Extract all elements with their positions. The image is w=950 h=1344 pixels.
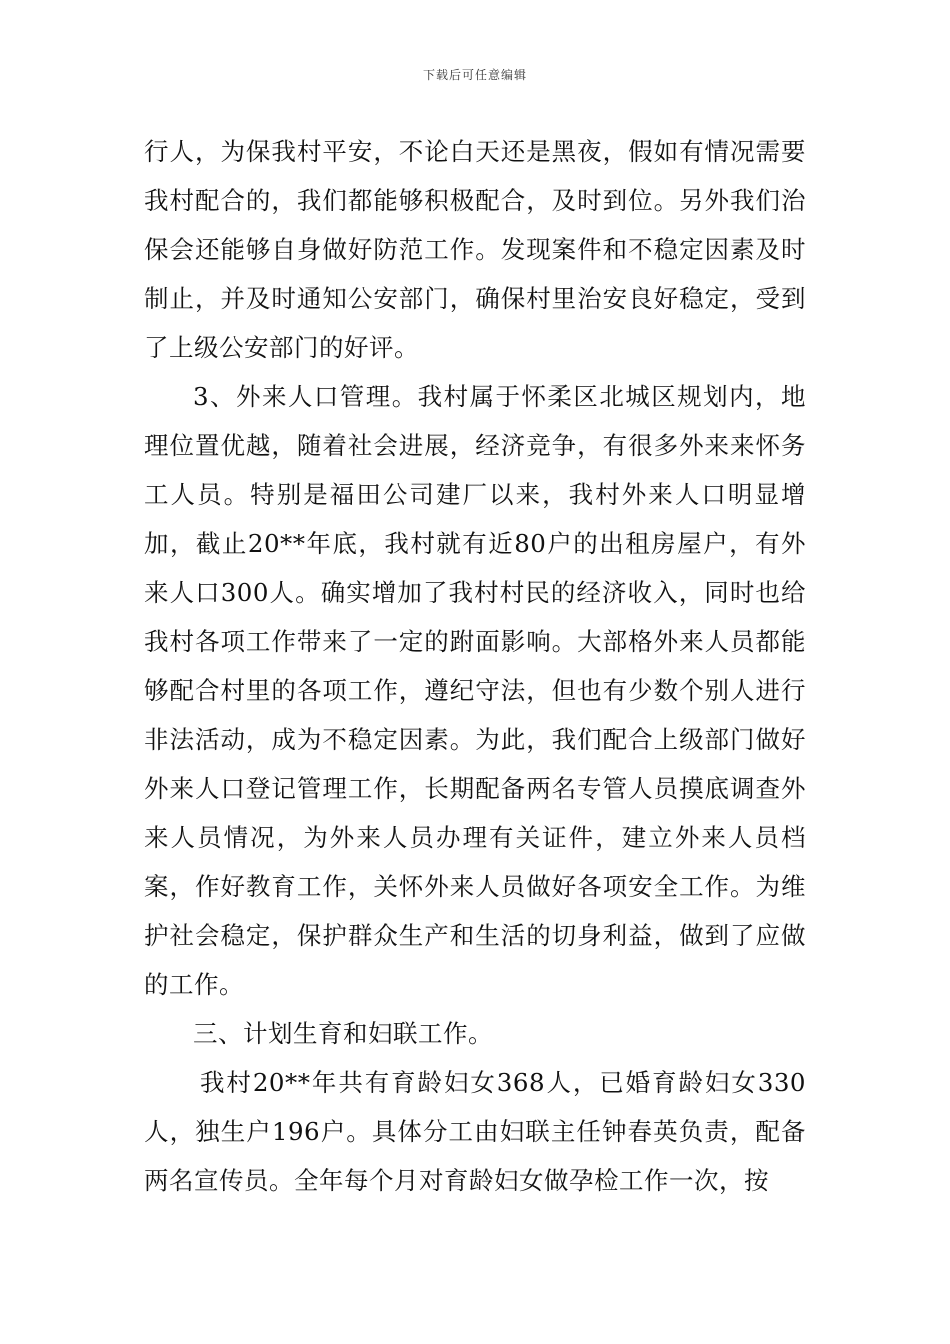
section-heading-family-planning: 三、计划生育和妇联工作。 xyxy=(193,1019,493,1048)
page-header: 下载后可任意编辑 xyxy=(422,68,527,82)
paragraph-migrant-management: 3、外来人口管理。我村属于怀柔区北城区规划内，地理位置优越，随着社会进展，经济竞争，有很多外来来怀务工人员。特别是福田公司建厂以来，我村外来人口明显增加，截止20**年底，我村就有近80户的出租房屋户，有外来人口300人。确实增加了我村村民的经济收入，同时也给我村各项工作带来了一定的跗面影响。大部格外来人员都能够配合村里的各项工作，遵纪守法，但也有少数个别人进行非法活动，成为不稳定因素。为此，我们配合上级部门做好外来人口登记管理工作，长期配备两名专管人员摸底调查外来人员情况，为外来人员办理有关证件，建立外来人员档案，作好教育工作，关怀外来人员做好各项安全工作。为维护社会稳定，保护群众生产和生活的切身利益，做到了应做的工作。 xyxy=(144,382,806,999)
document-body xyxy=(144,127,806,1205)
paragraph-family-planning: 我村20**年共有育龄妇女368人，已婚育龄妇女330人，独生户196户。具体分工由妇联主任钟春英负责，配备两名宣传员。全年每个月对育龄妇女做孕检工作一次，按 xyxy=(144,1068,806,1195)
paragraph-security-cooperation: 行人，为保我村平安，不论白天还是黑夜，假如有情况需要我村配合的，我们都能够积极配合，及时到位。另外我们治保会还能够自身做好防范工作。发现案件和不稳定因素及时制止，并及时通知公安部门，确保村里治安良好稳定，受到了上级公安部门的好评。 xyxy=(144,137,806,362)
